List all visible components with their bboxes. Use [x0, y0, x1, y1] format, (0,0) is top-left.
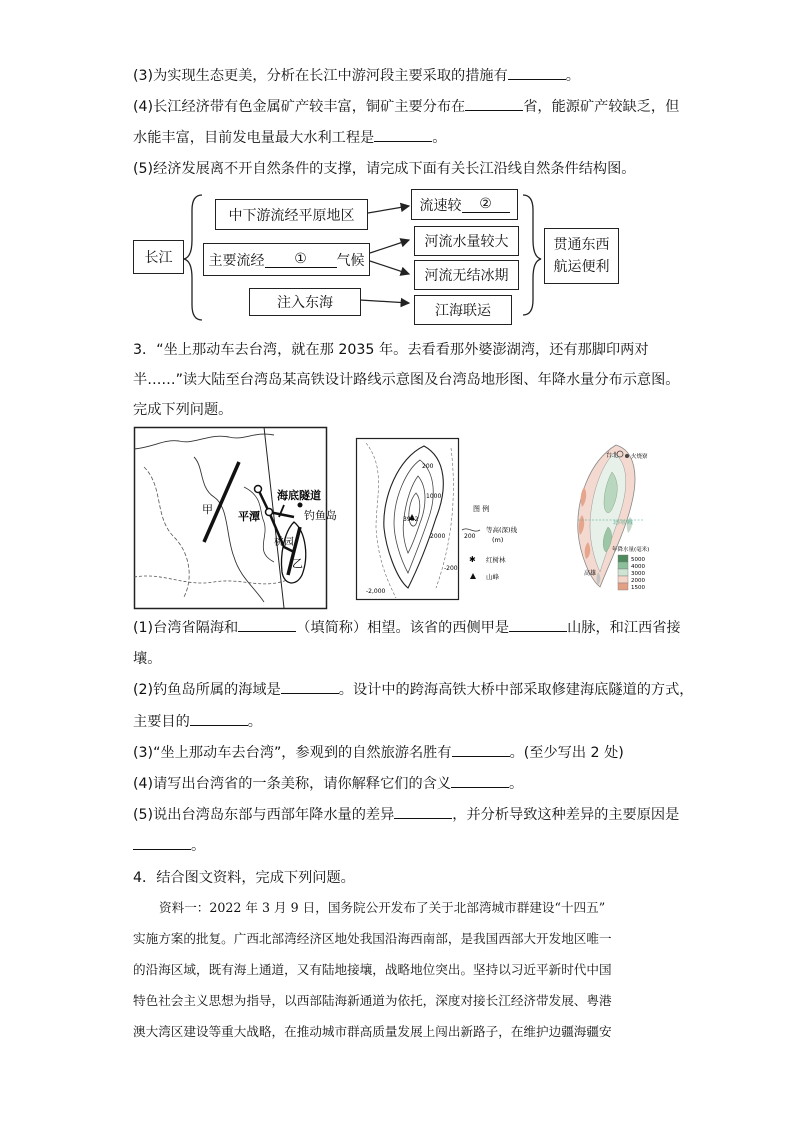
diagram-result-box — [544, 228, 619, 284]
map2-legend-sample-value: 200 — [464, 533, 476, 540]
diagram-mid-box-3 — [249, 288, 361, 316]
q3-sub3 — [133, 743, 624, 763]
q4-intro-text: 4．结合图文资料，完成下列问题。 — [133, 870, 355, 886]
map3-legend-3000: 3000 — [631, 571, 645, 577]
q2-sub3 — [133, 66, 580, 86]
q4-material-line-4 — [133, 991, 663, 1011]
q3-sub4-text-b: 。 — [509, 776, 524, 792]
q4-material-text-1: 资料一：2022 年 3 月 9 日，国务院公开发布了关于北部湾城市群建设“十四五” — [159, 900, 606, 915]
q4-material-line-1 — [133, 898, 663, 918]
q3-sub1-text-c: 山脉，和江西省接 — [567, 620, 681, 636]
answer-blank[interactable] — [394, 805, 452, 819]
legend-swatch-3000 — [618, 569, 628, 576]
q3-sub1-text-b: （填简称）相望。该省的西侧甲是 — [296, 620, 510, 636]
q3-sub4-text-a: (4)请写出台湾省的一条美称，请你解释它们的含义 — [133, 776, 452, 792]
map2-peak-value: 3952 — [403, 516, 419, 523]
q2-sub5 — [133, 159, 635, 179]
q2-sub4-text-a: (4)长江经济带有色金属矿产较丰富，铜矿主要分布在 — [133, 99, 466, 115]
diagram-blank-1[interactable] — [265, 252, 337, 268]
q3-intro-1 — [133, 340, 649, 360]
q4-material-line-5 — [133, 1022, 663, 1042]
diagram-right-1-label: 流速较 — [419, 197, 462, 214]
diagram-blank-2[interactable] — [462, 197, 510, 213]
q3-sub2-text-c: 主要目的 — [133, 714, 190, 730]
diagram-mid-box-2 — [203, 243, 370, 276]
legend-swatch-1500 — [618, 583, 628, 590]
q3-sub5-text-c: 。 — [191, 838, 206, 854]
q3-sub1-text-a: (1)台湾省隔海和 — [133, 620, 239, 636]
legend-swatch-5000 — [618, 555, 628, 562]
q3-intro-1-text: 3．“坐上那动车去台湾，就在那 2035 年。去看看那外婆澎湖湾，还有那脚印两对 — [133, 342, 649, 358]
map2-contour-2000: 2000 — [430, 533, 446, 540]
answer-blank[interactable] — [508, 66, 566, 80]
answer-blank[interactable] — [238, 618, 296, 632]
q4-material-text-4: 特色社会主义思想为指导，以西部陆海新通道为依托，深度对接长江经济带发展、粤港 — [133, 993, 612, 1008]
diagram-root-label: 长江 — [144, 250, 173, 266]
mangrove-icon: ✱ — [469, 555, 476, 564]
route-map — [134, 427, 337, 609]
q3-intro-3 — [133, 400, 232, 420]
q3-sub3-text-a: (3)“坐上那动车去台湾”，参观到的自然旅游名胜有 — [133, 745, 452, 761]
map3-tropic-label: 北回归线 — [613, 520, 634, 526]
diagram-mid-box-1 — [215, 199, 368, 230]
map3-legend-title: 年降水量(毫米) — [612, 547, 650, 553]
q2-sub3-text: (3)为实现生态更美，分析在长江中游河段主要采取的措施有 — [133, 68, 508, 84]
diagram-right-4-label: 江海联运 — [435, 303, 491, 319]
diagram-result-line-2: 航运便利 — [553, 259, 610, 275]
diagram-mid-2-label-a: 主要流经 — [208, 252, 265, 269]
answer-blank[interactable] — [451, 774, 509, 788]
answer-blank[interactable] — [190, 712, 248, 726]
map3-label-huoshaoliao: 火烧寮 — [631, 454, 648, 460]
map3-label-taibei: 台北 — [606, 452, 619, 459]
q2-sub4-text-b: 省，能源矿产较缺乏，但 — [523, 99, 680, 115]
q3-intro-2-text: 半……”读大陆至台湾岛某高铁设计路线示意图及台湾岛地形图、年降水量分布示意图。 — [133, 372, 680, 388]
blank-number-2: ② — [479, 195, 492, 212]
q3-sub2-text-b: 。设计中的跨海高铁大桥中部采取修建海底隧道的方式， — [338, 682, 694, 698]
q2-sub5-text: (5)经济发展离不开自然条件的支撑，请完成下面有关长江沿线自然条件结构图。 — [133, 161, 636, 177]
q4-material-line-3 — [133, 960, 663, 980]
q4-material-text-5: 澳大湾区建设等重大战略，在推动城市群高质量发展上闯出新路子，在维护边疆海疆安 — [133, 1024, 612, 1039]
diagram-right-box-3 — [414, 260, 519, 290]
legend-swatch-2000 — [618, 576, 628, 583]
map1-label-taoyuan: 桃园 — [274, 537, 294, 548]
q3-sub5-text-a: (5)说出台湾岛东部与西部年降水量的差异 — [133, 807, 395, 823]
q2-sub4-text-c: 水能丰富，目前发电量最大水利工程是 — [133, 130, 375, 146]
map1-label-tunnel: 海底隧道 — [277, 489, 321, 502]
map2-legend-title: 图 例 — [473, 505, 490, 513]
q3-sub2-text-d: 。 — [247, 714, 262, 730]
q3-sub5-line2 — [133, 836, 205, 856]
map3-legend-1500: 1500 — [631, 585, 645, 591]
q2-sub4-text-d: 。 — [432, 130, 447, 146]
answer-blank[interactable] — [452, 743, 510, 757]
map1-label-pingtan: 平潭 — [238, 510, 260, 523]
q4-intro — [133, 868, 355, 888]
diagram-right-box-4 — [414, 295, 512, 325]
map1-label-diaoyu: 钓鱼岛 — [304, 509, 337, 522]
diagram-right-box-1 — [411, 189, 518, 220]
legend-swatch-4000 — [618, 562, 628, 569]
precipitation-map — [548, 437, 658, 607]
q3-sub3-text-b: 。(至少写出 2 处) — [509, 745, 624, 761]
q3-sub2-text-a: (2)钓鱼岛所属的海域是 — [133, 682, 281, 698]
q2-sub4-line2 — [133, 128, 446, 148]
map3-label-gaoxiong: 高雄 — [584, 570, 597, 577]
peak-icon — [470, 573, 476, 579]
map2-legend-peak: 山峰 — [486, 573, 499, 581]
q4-material-line-2 — [133, 929, 663, 949]
q3-sub5-line1 — [133, 805, 679, 825]
diagram-result-line-1: 贯通东西 — [553, 237, 610, 253]
answer-blank[interactable] — [133, 836, 191, 850]
q3-intro-2 — [133, 370, 679, 390]
q2-sub3-end: 。 — [565, 68, 580, 84]
q3-sub1-text-d: 壤。 — [133, 651, 162, 667]
q3-sub2-line1 — [133, 680, 694, 700]
q3-sub2-line2 — [133, 712, 262, 732]
map3-legend-5000: 5000 — [631, 557, 645, 563]
map1-label-jia: 甲 — [202, 503, 213, 516]
map2-legend-mangrove: 红树林 — [486, 556, 506, 564]
diagram-root-box — [133, 240, 184, 274]
map3-legend-4000: 4000 — [631, 564, 645, 570]
answer-blank[interactable] — [281, 680, 339, 694]
answer-blank[interactable] — [374, 128, 432, 142]
q3-sub1-line1 — [133, 618, 681, 638]
diagram-mid-3-label: 注入东海 — [277, 295, 333, 311]
q4-material-text-2: 实施方案的批复。广西北部湾经济区地处我国沿海西南部，是我国西部大开发地区唯一 — [133, 931, 612, 946]
map2-legend-unit: (m) — [492, 536, 504, 544]
blank-number-1: ① — [294, 250, 307, 267]
q3-sub5-text-b: ，并分析导致这种差异的主要原因是 — [452, 807, 680, 823]
diagram-right-2-label: 河流水量较大 — [424, 234, 509, 250]
answer-blank[interactable] — [465, 97, 523, 111]
q3-intro-3-text: 完成下列问题。 — [133, 402, 233, 418]
q2-sub4-line1 — [133, 97, 679, 117]
terrain-map — [356, 438, 526, 600]
map3-legend-2000: 2000 — [631, 578, 645, 584]
map2-contour-neg2000: -2,000 — [366, 588, 386, 595]
map2-legend-contour: 等高(深)线 — [486, 526, 518, 534]
map2-contour-200: 200 — [422, 463, 434, 470]
map2-contour-neg200: -200 — [444, 565, 458, 572]
answer-blank[interactable] — [509, 618, 567, 632]
map2-contour-1000: 1000 — [426, 493, 442, 500]
q4-material-text-3: 的沿海区域，既有海上通道，又有陆地接壤，战略地位突出。坚持以习近平新时代中国 — [133, 962, 612, 977]
diagram-right-3-label: 河流无结冰期 — [424, 268, 509, 284]
diagram-mid-2-label-b: 气候 — [336, 252, 365, 269]
q3-sub1-line2 — [133, 649, 161, 669]
q3-sub4 — [133, 774, 523, 794]
diagram-mid-1-label: 中下游流经平原地区 — [228, 207, 355, 224]
map1-label-yi: 乙 — [292, 557, 303, 570]
diagram-right-box-2 — [414, 226, 519, 256]
